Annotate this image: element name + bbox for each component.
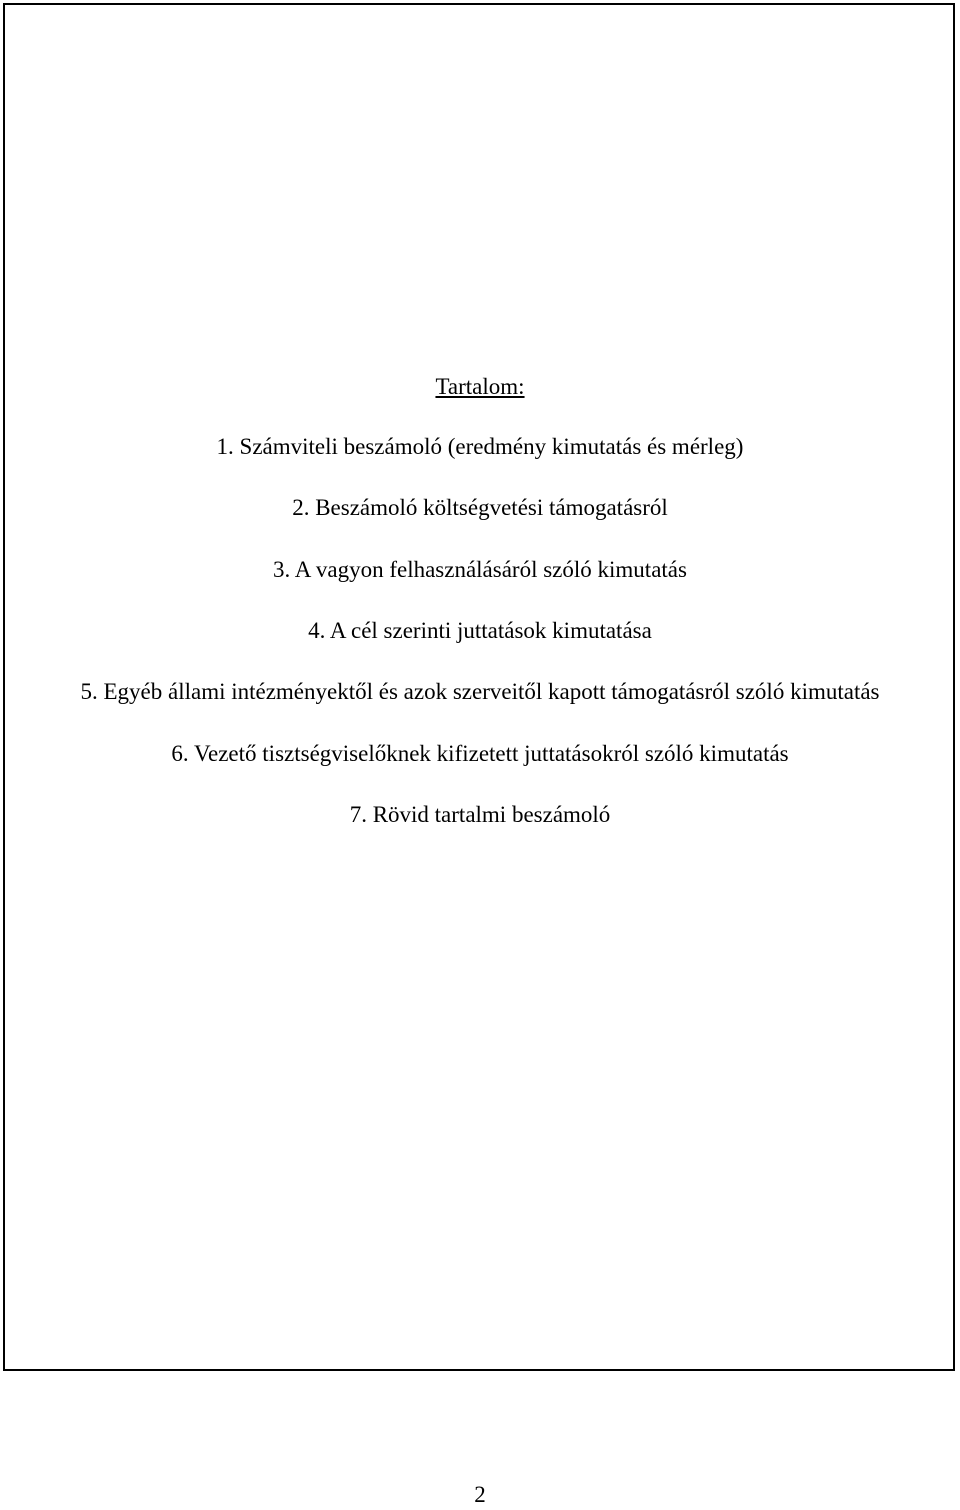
toc-item-6: 6. Vezető tisztségviselőknek kifizetett juttatásokról szóló kimutatás: [171, 741, 789, 766]
toc-item-2: 2. Beszámoló költségvetési támogatásról: [292, 495, 668, 520]
page-number: 2: [474, 1482, 486, 1507]
toc-item-7: 7. Rövid tartalmi beszámoló: [349, 802, 611, 827]
toc-item-3: 3. A vagyon felhasználásáról szóló kimutatás: [273, 557, 687, 582]
toc-item-1: 1. Számviteli beszámoló (eredmény kimutatás és mérleg): [216, 434, 744, 459]
toc-item-4: 4. A cél szerinti juttatások kimutatása: [308, 618, 652, 643]
toc-title: Tartalom:: [435, 374, 525, 399]
toc-item-5: 5. Egyéb állami intézményektől és azok szerveitől kapott támogatásról szóló kimutatás: [80, 679, 880, 704]
